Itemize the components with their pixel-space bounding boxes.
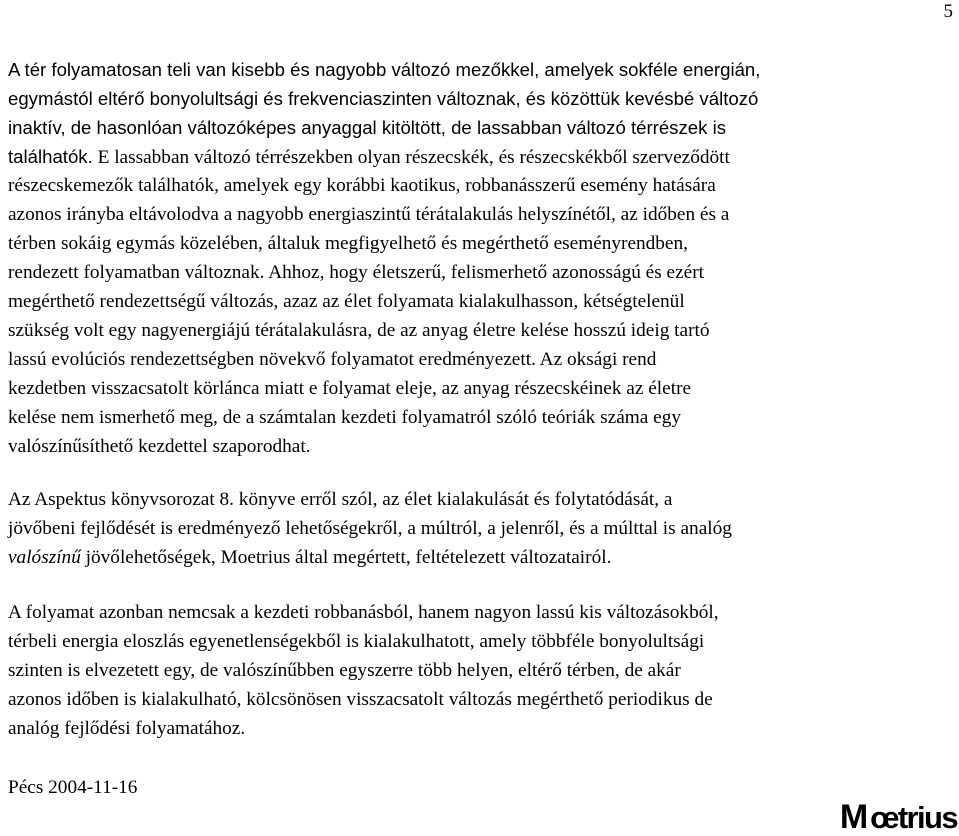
paragraph-3 <box>8 598 955 743</box>
italic-word: valószínű <box>8 547 81 568</box>
text-line-mixed <box>8 142 955 171</box>
text-line: inaktív, de hasonlóan változóképes anyaggal kitöltött, de lassabban változó térrészek is <box>8 117 727 138</box>
text-line: Az Aspektus könyvsorozat 8. könyve erről szól, az élet kialakulását és folytatódását, a <box>8 489 673 510</box>
text-line: részecskemezők találhatók, amelyek egy korábbi kaotikus, robbanásszerű esemény hatására <box>8 175 716 196</box>
paragraph-2 <box>8 485 955 572</box>
text-line: azonos időben is kialakulható, kölcsönösen visszacsatolt változás megérthető periodikus de <box>8 689 713 710</box>
text-line: egymástól eltérő bonyolultsági és frekvenciaszinten változnak, és közöttük kevésbé változó <box>8 88 759 109</box>
text-line: megérthető rendezettségű változás, azaz az élet folyamata kialakulhasson, kétségtelenül <box>8 291 685 312</box>
text-line: térben sokáig egymás közelében, általuk megfigyelhető és megérthető eseményrendben, <box>8 233 688 254</box>
text-line: szükség volt egy nagyenergiájú térátalakulásra, de az anyag életre kelése hosszú ideig tartó <box>8 320 710 341</box>
text-fragment: rendezett folyamatban változnak. <box>8 262 265 283</box>
logo-initial: M <box>839 798 871 836</box>
text-line: térbeli energia eloszlás egyenetlenségekből is kialakulhatott, amely többféle bonyolultsági <box>8 631 705 652</box>
place-date-text: Pécs 2004-11-16 <box>8 777 138 798</box>
text-line: A tér folyamatosan teli van kisebb és nagyobb változó mezőkkel, amelyek sokféle energián, <box>8 59 761 80</box>
text-line: valószínűsíthető kezdettel szaporodhat. <box>8 436 311 457</box>
text-line: A folyamat azonban nemcsak a kezdeti robbanásból, hanem nagyon lassú kis változásokból, <box>8 602 719 623</box>
text-line: analóg fejlődési folyamatához. <box>8 718 246 739</box>
text-line-mixed <box>8 258 955 287</box>
text-line: szinten is elvezetett egy, de valószínűbben egyszerre több helyen, eltérő térben, de akár <box>8 660 681 681</box>
text-line: kelése nem ismerhető meg, de a számtalan kezdeti folyamatról szóló teóriák száma egy <box>8 407 681 428</box>
text-fragment: E lassabban változó térrészekben olyan részecskék, és részecskékből szerveződött <box>97 147 730 168</box>
place-date <box>8 773 955 802</box>
text-fragment: Ahhoz, hogy életszerű, felismerhető azonosságú és ezért <box>268 262 705 283</box>
text-line: jövőbeni fejlődését is eredményező lehetőségekről, a múltról, a jelenről, és a múlttal is analóg <box>8 518 732 539</box>
logo-rest: œtrius <box>870 800 957 835</box>
text-line: lassú evolúciós rendezettségben növekvő folyamatot eredményezett. Az oksági rend <box>8 349 657 370</box>
paragraph-1 <box>8 55 955 461</box>
text-fragment: jövőlehetőségek, Moetrius által megértett, feltételezett változatairól. <box>80 547 612 568</box>
text-line-mixed <box>8 543 955 572</box>
page-number: 5 <box>943 1 953 22</box>
signature-logo <box>839 798 957 836</box>
text-line: kezdetben visszacsatolt körlánca miatt e folyamat eleje, az anyag részecskéinek az életre <box>8 378 692 399</box>
text-fragment: találhatók. <box>8 146 93 167</box>
text-line: azonos irányba eltávolodva a nagyobb energiaszintű térátalakulás helyszínétől, az időben és a <box>8 204 730 225</box>
